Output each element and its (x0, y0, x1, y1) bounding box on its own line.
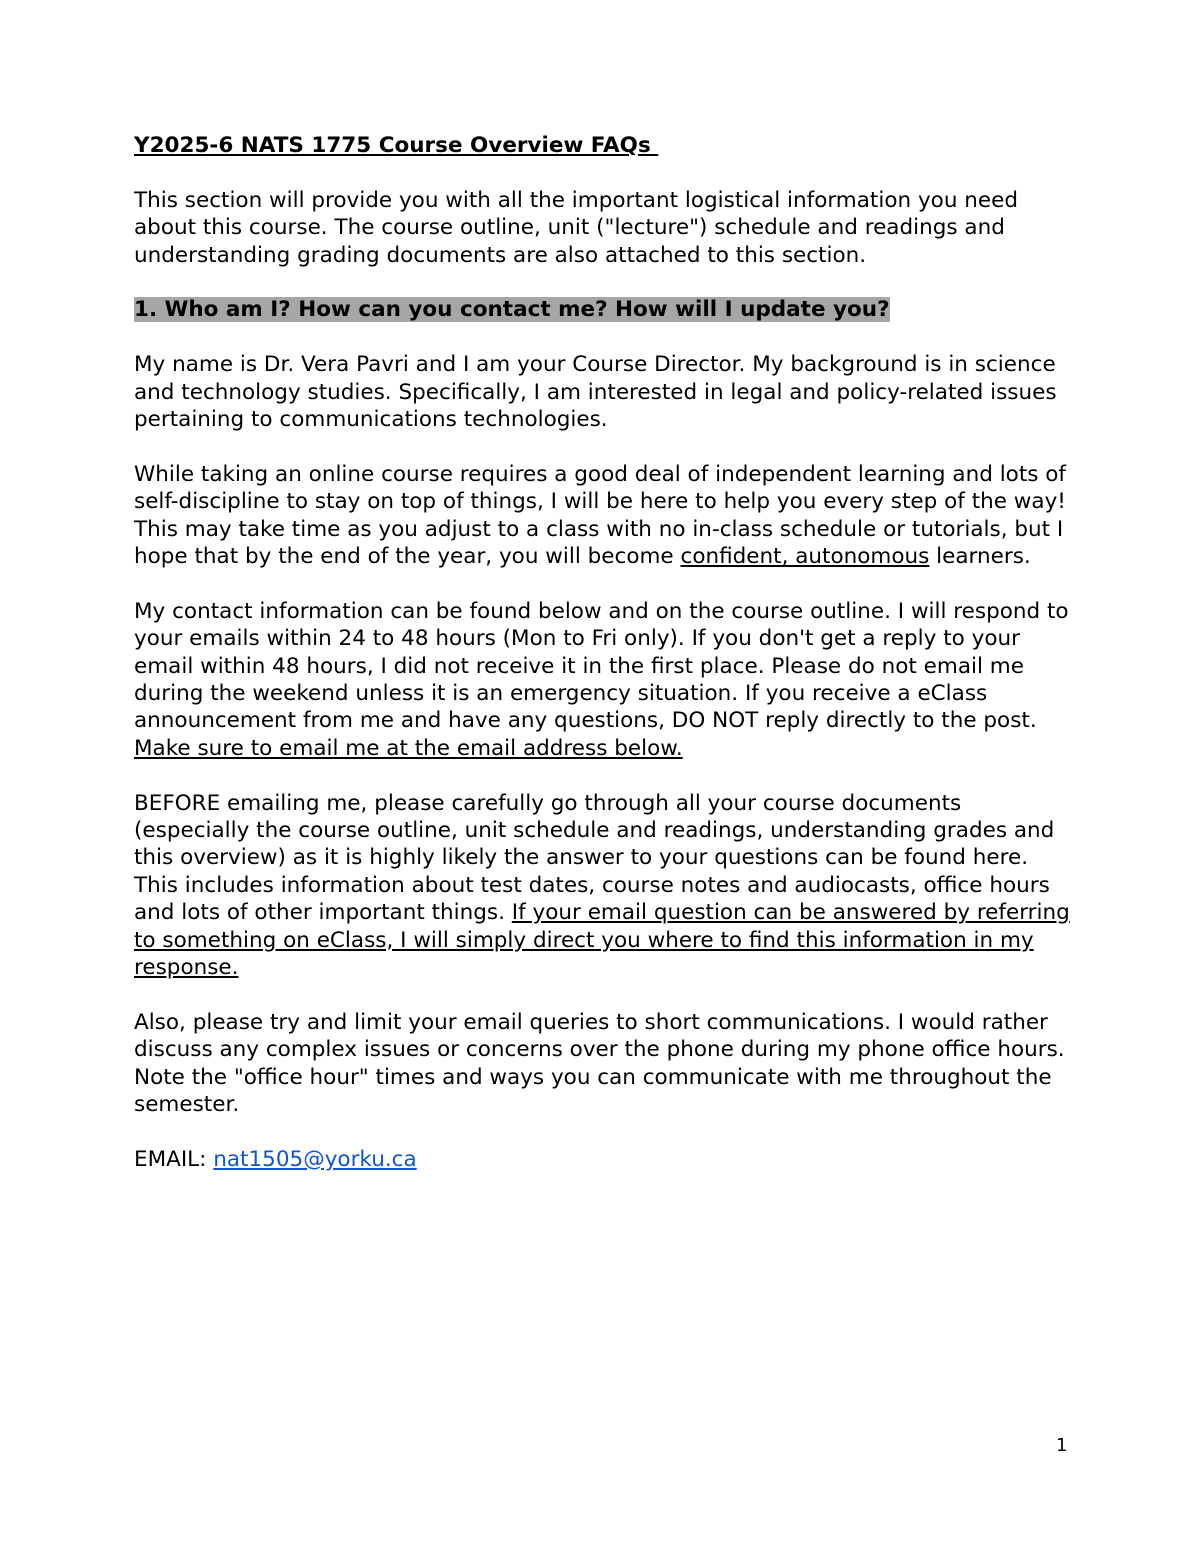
contact-underlined-text: Make sure to email me at the email address below. (134, 735, 683, 761)
email-line (134, 1146, 1074, 1173)
intro-paragraph: This section will provide you with all the important logistical information you need about this course. The course outline, unit ("lecture") schedule and readings and understanding grading documents are also attached to this section. (134, 187, 1019, 268)
before-emailing-underlined-text: If your email question can be answered by referring to something on eClass, I will simply direct you where to find this information in my response. (134, 900, 1070, 981)
online-learning-underlined-text: confident, autonomous (680, 544, 930, 570)
document-title: Y2025-6 NATS 1775 Course Overview FAQs (134, 133, 659, 158)
section-heading (134, 296, 1074, 323)
online-learning-paragraph (134, 461, 1074, 571)
online-learning-text-end: learners. (929, 544, 1031, 570)
document-body (134, 132, 1074, 1201)
online-learning-text: While taking an online course requires a good deal of independent learning and lots of self-discipline to stay on top of things, I will be here to help you every step of the way! This may take time as you adjust to a class with no in-class schedule or tutorials, but I hope that by the end of the year, you will become (134, 461, 1067, 570)
email-link[interactable]: nat1505@yorku.ca (213, 1146, 417, 1172)
section-heading-text: 1. Who am I? How can you contact me? How will I update you? (134, 297, 890, 323)
contact-text: My contact information can be found below and on the course outline. I will respond to your emails within 24 to 48 hours (Mon to Fri only). If you don't get a reply to your email within 48 hours, I did not receive it in the first place. Please do not email me during the weekend unless it is an emergency situation. If you receive a eClass announcement from me and have any questions, DO NOT reply directly to the post. (134, 598, 1069, 734)
page-number: 1 (1056, 1435, 1068, 1456)
before-emailing-text: BEFORE emailing me, please carefully go through all your course documents (especially the course outline, unit schedule and readings, understanding grades and this overview) as it is highly likely the answer to your questions can be found here. This includes information about test dates, course notes and audiocasts, office hours and lots of other important things. (134, 790, 1055, 926)
name-paragraph: My name is Dr. Vera Pavri and I am your Course Director. My background is in science and technology studies. Specifically, I am interested in legal and policy-related issues pertaining to communications technologies. (134, 352, 1057, 433)
contact-paragraph (134, 598, 1074, 762)
email-queries-paragraph: Also, please try and limit your email queries to short communications. I would rather discuss any complex issues or concerns over the phone during my phone office hours. Note the "office hour" times and ways you can communicate with me throughout the semester. (134, 1009, 1065, 1118)
email-label: EMAIL: (134, 1146, 214, 1172)
before-emailing-paragraph (134, 790, 1074, 982)
